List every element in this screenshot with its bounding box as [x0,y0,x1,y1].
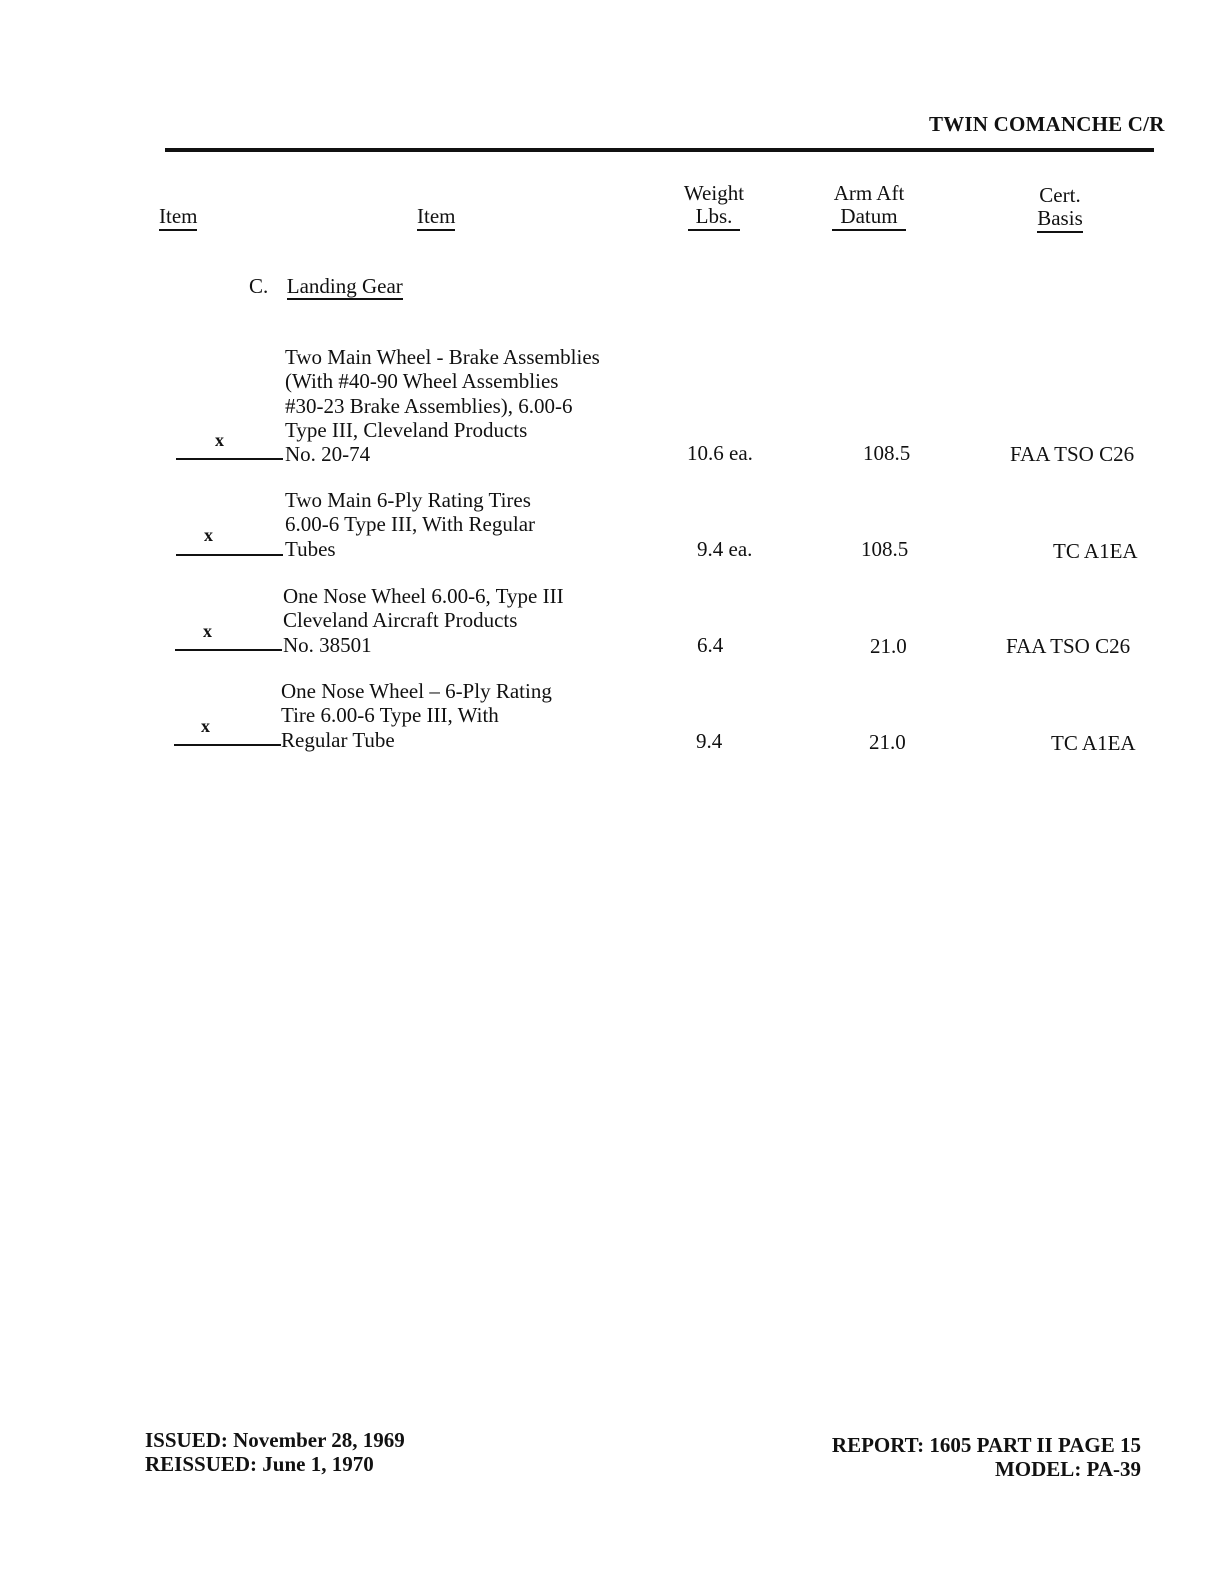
model-number: MODEL: PA-39 [994,1457,1141,1481]
item-description-line: Two Main Wheel - Brake Assemblies [285,345,600,369]
item-description [283,584,564,657]
document-title: TWIN COMANCHE C/R [929,112,1165,136]
item-description-line: Cleveland Aircraft Products [283,608,518,633]
column-heading-item-check [159,205,197,228]
column-heading-weight-line1: Weight [683,181,745,205]
item-weight: 9.4 ea. [697,537,753,561]
column-heading-cert [1025,184,1095,230]
item-arm: 21.0 [870,634,907,658]
item-description-line: Tire 6.00-6 Type III, With [281,703,499,728]
footer-issue-dates [145,1428,405,1476]
section-letter: C. [249,274,269,298]
check-blank [175,649,282,651]
column-heading-item-description [417,205,455,228]
item-description-line: No. 38501 [283,632,372,657]
item-description-line: Tubes [285,536,336,561]
item-description-line: One Nose Wheel – 6-Ply Rating [281,679,552,703]
column-heading-weight-line2: Lbs. [688,204,741,231]
report-page: REPORT: 1605 PART II PAGE 15 [831,1433,1141,1457]
check-mark: x [203,621,212,641]
item-cert-basis: TC A1EA [1053,539,1138,563]
column-heading-weight [676,182,752,228]
column-heading-arm-line2: Datum [832,204,905,231]
item-arm: 108.5 [863,441,911,465]
item-description-line: (With #40-90 Wheel Assemblies [285,369,559,394]
check-blank [174,744,281,746]
check-mark: x [215,430,224,450]
column-heading-arm [824,182,914,228]
issued-date: ISSUED: November 28, 1969 [145,1428,405,1452]
item-weight: 6.4 [697,633,724,657]
check-blank [176,458,283,460]
item-description-line: No. 20-74 [285,442,371,467]
column-heading-cert-line1: Cert. [1039,183,1081,207]
footer-report-info [832,1433,1141,1481]
reissued-date: REISSUED: June 1, 1970 [145,1452,374,1476]
item-cert-basis: FAA TSO C26 [1006,634,1131,658]
item-weight: 10.6 ea. [687,441,753,465]
section-heading [249,274,403,299]
item-cert-basis: FAA TSO C26 [1010,442,1135,466]
item-description-line: One Nose Wheel 6.00-6, Type III [283,584,564,608]
item-weight: 9.4 [696,729,723,753]
column-heading-cert-line2: Basis [1037,206,1083,233]
item-description-line: #30-23 Brake Assemblies), 6.00-6 [285,393,573,418]
check-mark: x [201,716,210,736]
column-heading-item-check-label: Item [159,204,197,231]
item-description-line: Regular Tube [281,727,395,752]
check-mark: x [204,525,213,545]
item-description-line: Type III, Cleveland Products [285,417,528,442]
item-arm: 21.0 [869,730,906,754]
item-description [285,488,535,561]
item-description [285,345,600,466]
section-title: Landing Gear [286,274,403,298]
column-heading-item-description-label: Item [417,204,455,231]
item-description-line: 6.00-6 Type III, With Regular [285,512,536,537]
item-arm: 108.5 [861,537,909,561]
item-description [281,679,552,752]
column-heading-arm-line1: Arm Aft [833,181,905,205]
header-rule [165,148,1154,152]
item-description-line: Two Main 6-Ply Rating Tires [285,488,531,512]
check-blank [176,554,283,556]
item-cert-basis: TC A1EA [1051,731,1136,755]
